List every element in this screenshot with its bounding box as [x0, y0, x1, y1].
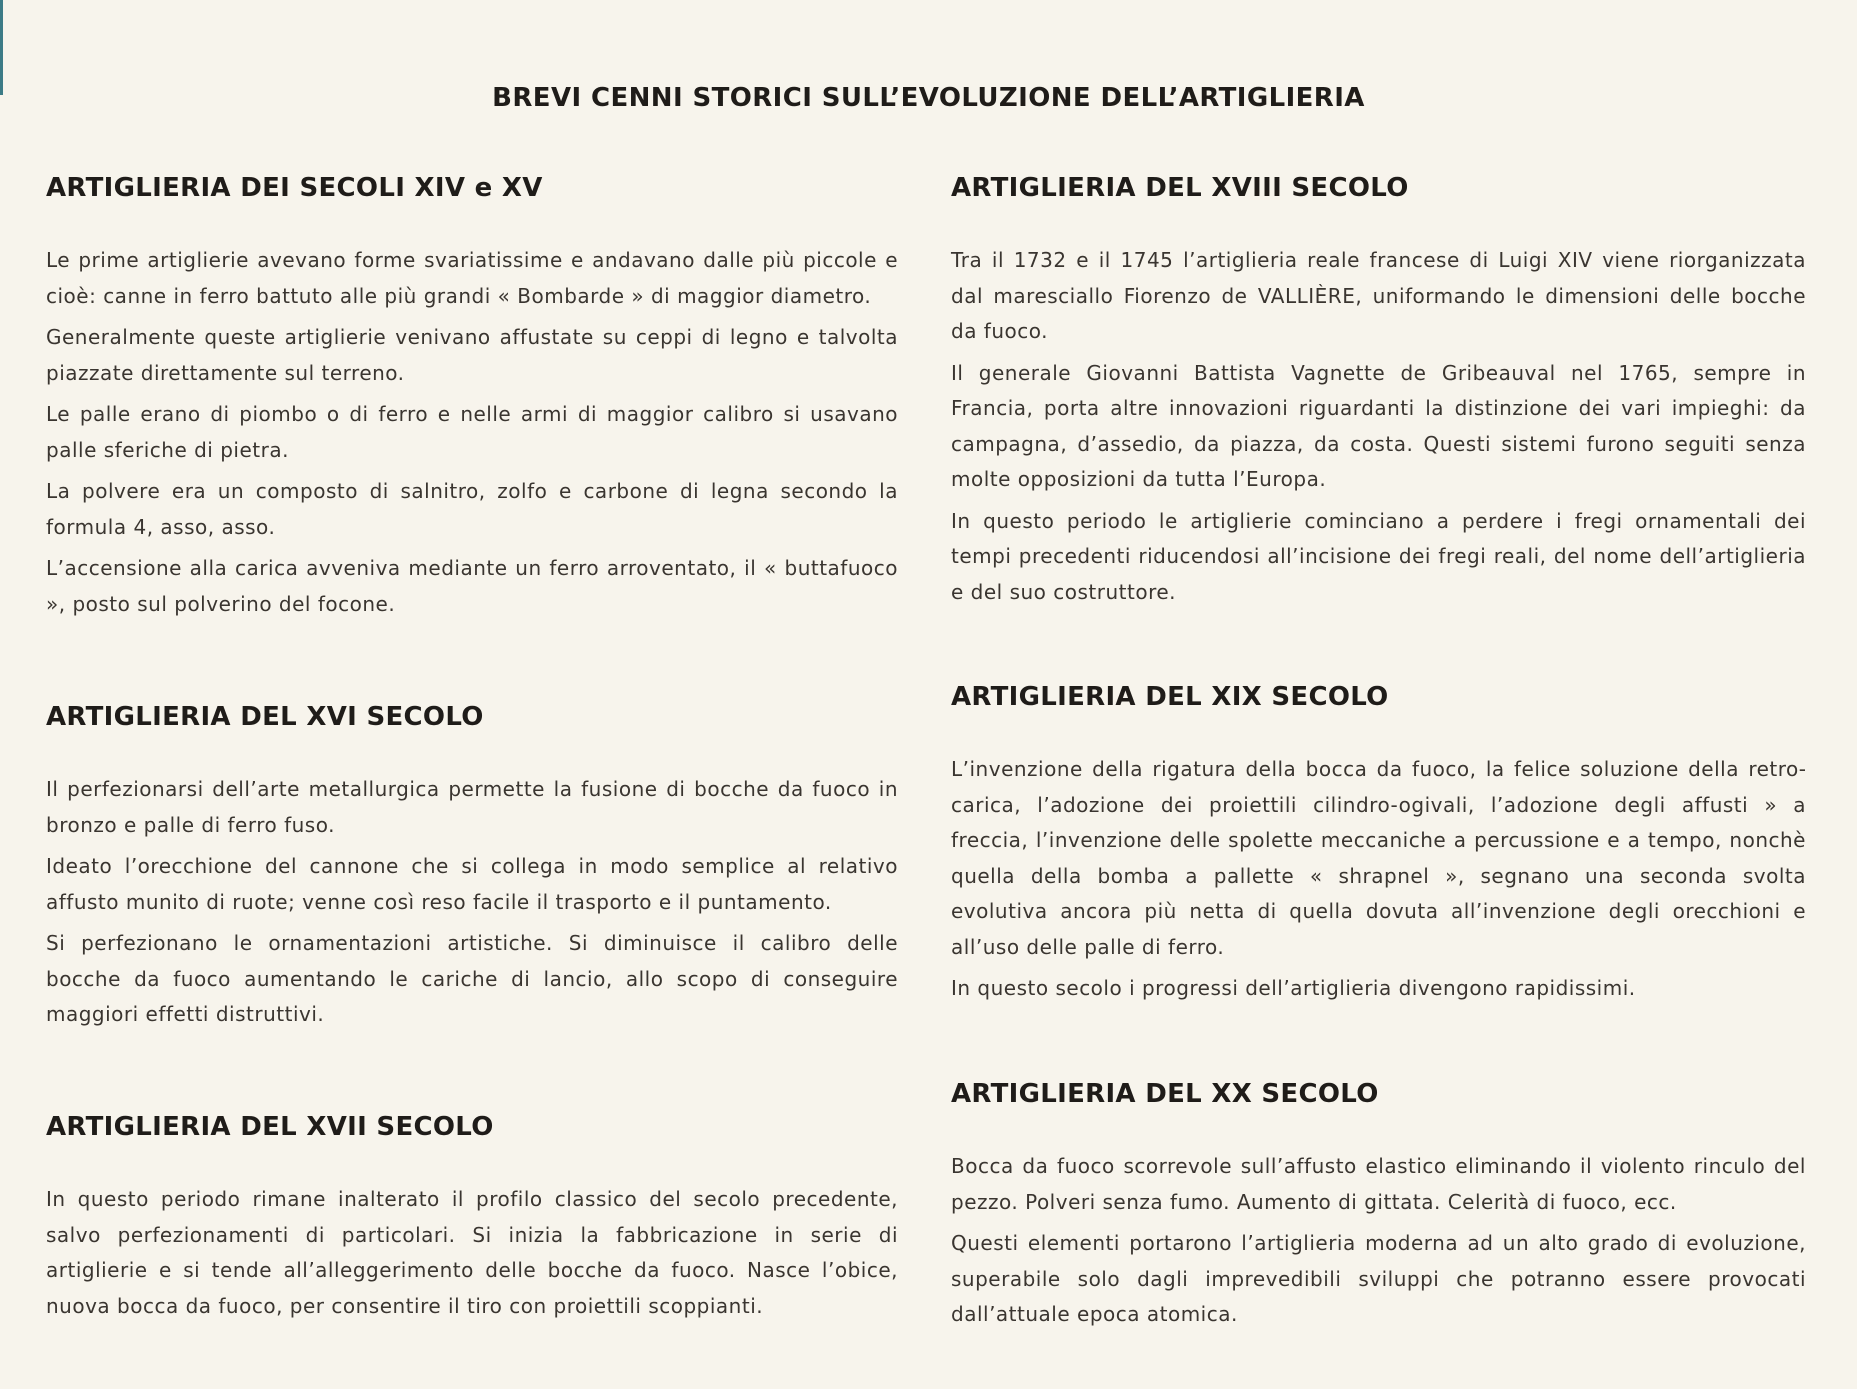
paragraph: Il generale Giovanni Battista Vagnette de Gribeauval nel 1765, sempre in Francia, porta altre innovazioni riguardanti la distinzione dei vari impieghi: da campagna, d’assedio, da piazza, da costa. Questi sistemi furono seguiti senza molte opposizioni da tutta l’Europa.: [951, 360, 1806, 491]
paragraph: In questo secolo i progressi dell’artiglieria divengono rapidissimi.: [951, 976, 1636, 1000]
section-xvi: [46, 700, 898, 1039]
section-heading: ARTIGLIERIA DEI SECOLI XIV e XV: [46, 173, 543, 203]
paragraph: L’accensione alla carica avveniva mediante un ferro arroventato, il « buttafuoco », posto sul polverino del focone.: [46, 556, 898, 616]
section-heading: ARTIGLIERIA DEL XVII SECOLO: [46, 1112, 494, 1142]
section-xiv-xv: [46, 171, 898, 628]
paragraph: Le palle erano di piombo o di ferro e nelle armi di maggior calibro si usavano palle sferiche di pietra.: [46, 402, 898, 462]
paragraph: In questo periodo rimane inalterato il profilo classico del secolo precedente, salvo perfezionamenti di particolari. Si inizia la fabbricazione in serie di artiglierie e si tende all’alleggerimento delle bocche da fuoco. Nasce l’obice, nuova bocca da fuoco, per consentire il tiro con proiettili scoppianti.: [46, 1187, 898, 1318]
paragraph: Si perfezionano le ornamentazioni artistiche. Si diminuisce il calibro delle bocche da fuoco aumentando le cariche di lancio, allo scopo di conseguire maggiori effetti distruttivi.: [46, 931, 898, 1026]
section-xviii: [951, 171, 1806, 616]
section-heading: ARTIGLIERIA DEL XVI SECOLO: [46, 702, 484, 732]
paragraph: Ideato l’orecchione del cannone che si collega in modo semplice al relativo affusto munito di ruote; venne così reso facile il trasporto e il puntamento.: [46, 854, 898, 914]
paragraph: La polvere era un composto di salnitro, zolfo e carbone di legna secondo la formula 4, asso, asso.: [46, 479, 898, 539]
paragraph: Le prime artiglierie avevano forme svariatissime e andavano dalle più piccole e cioè: canne in ferro battuto alle più grandi « Bombarde » di maggior diametro.: [46, 248, 898, 308]
section-heading: ARTIGLIERIA DEL XX SECOLO: [951, 1079, 1379, 1109]
section-xix: [951, 680, 1806, 1013]
page-title: BREVI CENNI STORICI SULL’EVOLUZIONE DELL’ARTIGLIERIA: [492, 83, 1365, 113]
section-xvii: [46, 1110, 898, 1330]
paragraph: Bocca da fuoco scorrevole sull’affusto elastico eliminando il violento rinculo del pezzo. Polveri senza fumo. Aumento di gittata. Celerità di fuoco, ecc.: [951, 1154, 1806, 1214]
paragraph: In questo periodo le artiglierie cominciano a perdere i fregi ornamentali dei tempi precedenti riducendosi all’incisione dei fregi reali, del nome dell’artiglieria e del suo costruttore.: [951, 508, 1806, 604]
section-heading: ARTIGLIERIA DEL XVIII SECOLO: [951, 173, 1409, 203]
paragraph: L’invenzione della rigatura della bocca da fuoco, la felice soluzione della retrocarica, l’adozione dei proiettili cilindro-ogivali, l’adozione degli affusti » a freccia, l’invenzione delle spolette meccaniche a percussione e a tempo, nonchè quella della bomba a pallette « shrapnel », segnano una seconda svolta evolutiva ancora più netta di quella dovuta all’invenzione degli orecchioni e all’uso delle palle di ferro.: [951, 757, 1806, 959]
section-xx: [951, 1077, 1806, 1339]
paragraph: Generalmente queste artiglierie venivano affustate su ceppi di legno e talvolta piazzate direttamente sul terreno.: [46, 325, 898, 385]
section-heading: ARTIGLIERIA DEL XIX SECOLO: [951, 682, 1389, 712]
paragraph: Questi elementi portarono l’artiglieria moderna ad un alto grado di evoluzione, superabile solo dagli imprevedibili sviluppi che potranno essere provocati dall’attuale epoca atomica.: [951, 1231, 1806, 1326]
page-edge-strip: [0, 0, 3, 95]
paragraph: Il perfezionarsi dell’arte metallurgica permette la fusione di bocche da fuoco in bronzo e palle di ferro fuso.: [46, 777, 898, 837]
paragraph: Tra il 1732 e il 1745 l’artiglieria reale francese di Luigi XIV viene riorganizzata dal maresciallo Fiorenzo de VALLIÈRE, uniformando le dimensioni delle bocche da fuoco.: [951, 248, 1806, 343]
